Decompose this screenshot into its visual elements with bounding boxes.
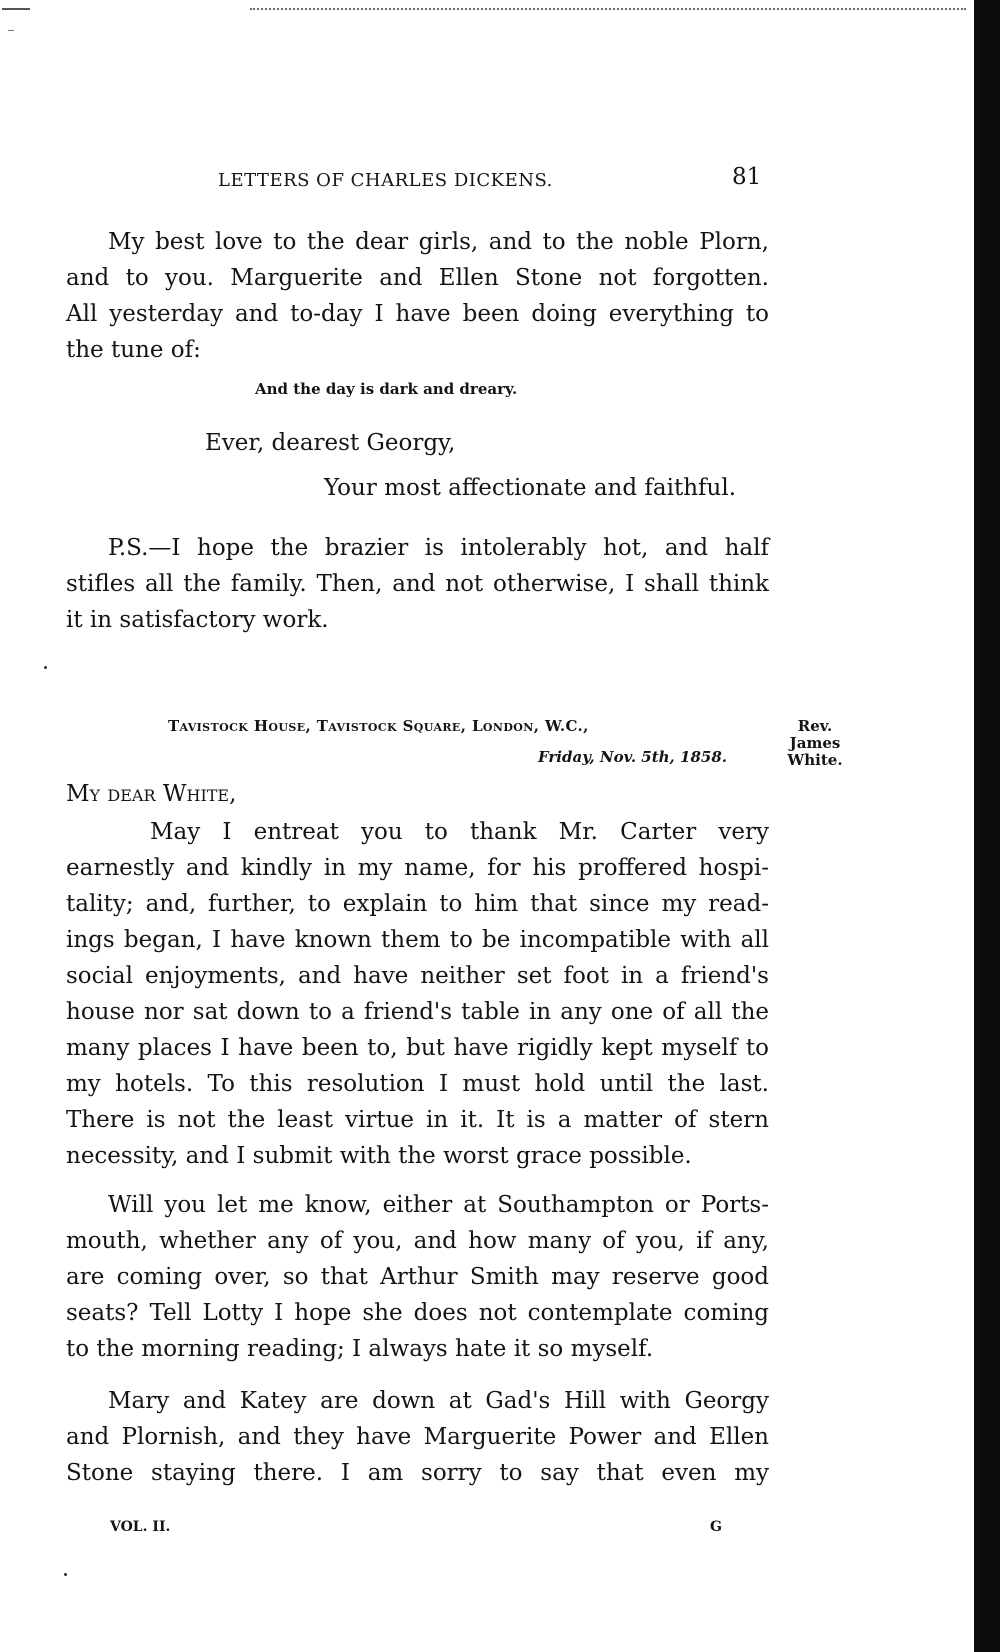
body-line: social enjoyments, and have neither set foot in a friend's	[66, 963, 769, 989]
body-line: ings began, I have known them to be incompatible with all	[66, 927, 769, 953]
body-line: There is not the least virtue in it. It is a matter of stern	[66, 1107, 769, 1133]
body-line: Mary and Katey are down at Gad's Hill with Georgy	[108, 1388, 769, 1414]
body-line: to the morning reading; I always hate it so myself.	[66, 1336, 654, 1362]
quoted-line: And the day is dark and dreary.	[255, 380, 518, 398]
top-dotted-rule	[250, 8, 966, 10]
running-title: LETTERS OF CHARLES DICKENS.	[218, 170, 553, 191]
body-line: are coming over, so that Arthur Smith may reserve good	[66, 1264, 769, 1290]
body-line: earnestly and kindly in my name, for his proffered hospi-	[66, 855, 769, 881]
sidenote-line: Rev.	[797, 717, 833, 735]
body-line: my hotels. To this resolution I must hold until the last.	[66, 1071, 769, 1097]
page-edge-shadow	[974, 0, 1000, 1652]
body-line: My best love to the dear girls, and to the noble Plorn,	[108, 229, 769, 255]
ink-speck	[64, 1573, 67, 1576]
body-line: seats? Tell Lotty I hope she does not contemplate coming	[66, 1300, 769, 1326]
body-line: necessity, and I submit with the worst grace possible.	[66, 1143, 692, 1169]
closing: Ever, dearest Georgy,	[205, 430, 456, 456]
body-line: many places I have been to, but have rigidly kept myself to	[66, 1035, 769, 1061]
recipient-sidenote	[786, 718, 844, 769]
postscript-line: stifles all the family. Then, and not otherwise, I shall think	[66, 571, 769, 597]
body-line: tality; and, further, to explain to him that since my read-	[66, 891, 769, 917]
corner-mark-small	[8, 30, 14, 31]
body-line: and Plornish, and they have Marguerite Power and Ellen	[66, 1424, 769, 1450]
body-line: All yesterday and to-day I have been doing everything to	[66, 301, 769, 327]
body-line: mouth, whether any of you, and how many of you, if any,	[66, 1228, 769, 1254]
ink-speck	[44, 666, 47, 669]
salutation: My dear White,	[66, 781, 237, 807]
postscript-line: P.S.—I hope the brazier is intolerably hot, and half	[108, 535, 769, 561]
sidenote-line: White.	[787, 751, 843, 769]
body-line: house nor sat down to a friend's table in any one of all the	[66, 999, 769, 1025]
body-line: the tune of:	[66, 337, 201, 363]
body-line: Will you let me know, either at Southampton or Ports-	[108, 1192, 769, 1218]
volume-footer: VOL. II.	[110, 1519, 171, 1535]
postscript-line: it in satisfactory work.	[66, 607, 329, 633]
signature-mark: G	[710, 1519, 722, 1535]
letter-date: Friday, Nov. 5th, 1858.	[538, 748, 727, 766]
body-line: Stone staying there. I am sorry to say that even my	[66, 1460, 769, 1486]
page-number: 81	[732, 164, 762, 190]
corner-mark	[2, 8, 30, 10]
letter-address: Tavistock House, Tavistock Square, London, W.C.,	[168, 717, 589, 735]
body-line: May I entreat you to thank Mr. Carter very	[150, 819, 769, 845]
body-line: and to you. Marguerite and Ellen Stone not forgotten.	[66, 265, 769, 291]
signature-line: Your most affectionate and faithful.	[324, 475, 737, 501]
sidenote-line: James	[789, 734, 841, 752]
